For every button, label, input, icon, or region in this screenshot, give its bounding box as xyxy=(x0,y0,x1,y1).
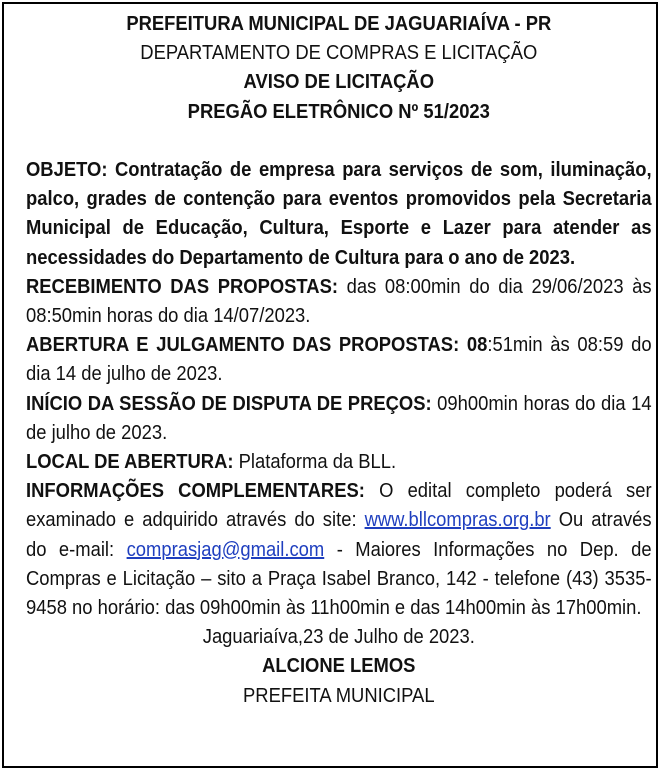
info-text-2: Ou através do e-mail: xyxy=(26,509,652,561)
info-text-1: O edital completo poderá ser examinado e adquirido através do site: xyxy=(26,480,652,532)
info-paragraph xyxy=(26,477,652,623)
location-text: Plataforma da BLL. xyxy=(233,451,397,474)
opening-text: :51min às 08:59 do dia 14 de julho de 2023. xyxy=(26,334,652,386)
info-label: INFORMAÇÕES COMPLEMENTARES: xyxy=(26,480,365,503)
notice-title: AVISO DE LICITAÇÃO xyxy=(243,71,435,94)
signatory-title: PREFEITA MUNICIPAL xyxy=(243,684,435,707)
spacer xyxy=(26,127,652,156)
opening-paragraph xyxy=(26,331,652,389)
session-start-label: INÍCIO DA SESSÃO DE DISPUTA DE PREÇOS: xyxy=(26,392,432,415)
date-line: Jaguariaíva,23 de Julho de 2023. xyxy=(202,626,475,649)
receipt-label: RECEBIMENTO DAS PROPOSTAS: xyxy=(26,275,339,298)
session-start-text: 09h00min horas do dia 14 de julho de 2023. xyxy=(26,392,652,444)
receipt-text: das 08:00min do dia 29/06/2023 às 08:50min horas do dia 14/07/2023. xyxy=(26,275,652,328)
location-paragraph xyxy=(26,448,652,477)
signatory-name: ALCIONE LEMOS xyxy=(262,655,416,678)
department-name: DEPARTAMENTO DE COMPRAS E LICITAÇÃO xyxy=(140,42,538,65)
object-paragraph xyxy=(26,156,652,273)
opening-label: ABERTURA E JULGAMENTO DAS PROPOSTAS: 08 xyxy=(26,334,488,357)
auction-number: PREGÃO ELETRÔNICO Nº 51/2023 xyxy=(187,100,490,123)
session-start-paragraph xyxy=(26,390,652,448)
location-label: LOCAL DE ABERTURA: xyxy=(26,451,234,474)
website-link[interactable]: www.bllcompras.org.br xyxy=(364,509,551,532)
object-text: Contratação de empresa para serviços de som, iluminação, palco, grades de contenção para eventos promovidos pela Secretaria Municipal de Educação, Cultura, Esporte e Lazer para atender as necessidades do Departamento de Cultura para o ano de 2023. xyxy=(26,159,652,269)
email-link[interactable]: comprasjag@gmail.com xyxy=(126,538,325,561)
municipality-title: PREFEITURA MUNICIPAL DE JAGUARIAÍVA - PR xyxy=(126,13,552,35)
object-label: OBJETO: xyxy=(26,159,108,181)
notice-document xyxy=(26,10,652,711)
receipt-paragraph xyxy=(26,273,652,331)
info-text-3: - Maiores Informações no Dep. de Compras e Licitação – sito a Praça Isabel Branco, 142 - telefone (43) 3535-9458 no horário: das 09h00min às 11h00min e das 14h00min às 17h00min. xyxy=(26,538,652,620)
notice-frame xyxy=(2,2,658,768)
